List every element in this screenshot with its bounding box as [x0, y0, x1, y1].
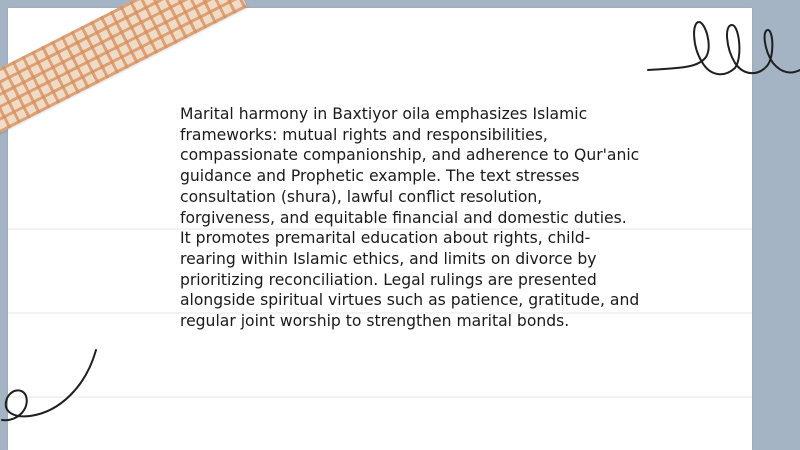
- paper-rule-line: [8, 396, 752, 398]
- curl-squiggle-icon: [0, 346, 104, 426]
- loop-squiggle-icon: [640, 12, 800, 84]
- note-body-text: Marital harmony in Baxtiyor oila emphasizes Islamic frameworks: mutual rights and responsibilities, compassionate companionship, and adherence to Qur'anic guidance and Prophetic example. The text stresses consultation (shura), lawful conflict resolution, forgiveness, and equitable financial and domestic duties. It promotes premarital education about rights, child-rearing within Islamic ethics, and limits on divorce by prioritizing reconciliation. Legal rulings are presented alongside spiritual virtues such as patience, gratitude, and regular joint worship to strengthen marital bonds.: [180, 105, 640, 331]
